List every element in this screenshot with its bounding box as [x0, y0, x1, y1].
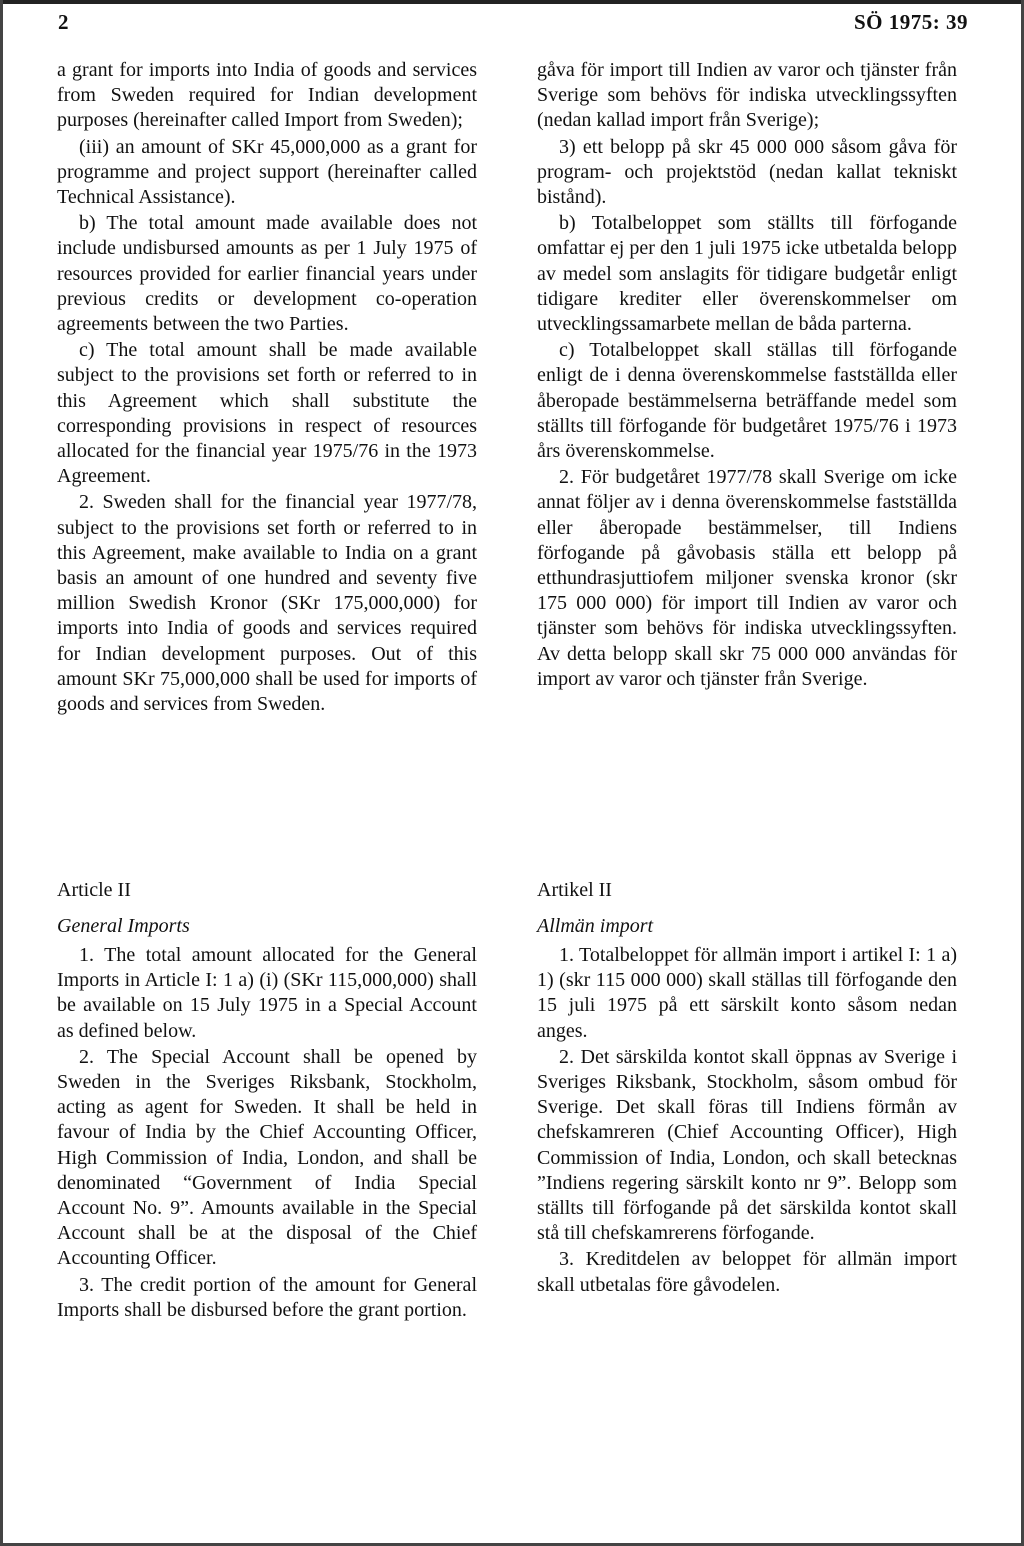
english-article-subheading: General Imports	[57, 915, 190, 937]
english-paragraph-1: a grant for imports into India of goods and services from Sweden required for Indian development purposes (hereinafter called Import from Sweden);	[57, 59, 477, 132]
swedish-paragraph-1: gåva för import till Indien av varor och tjänster från Sverige som behövs för indiska utvecklingssyften (nedan kallad import från Sverige);	[537, 59, 957, 132]
swedish-paragraph-5: 2. För budgetåret 1977/78 skall Sverige om icke annat följer av i denna överenskommelse fastställda eller åberopade bestämmelser, till Indiens förfogande på gåvobasis ställa ett belopp på etthundrasjuttiofem miljoner svenska kronor (skr 175 000 000) för import till Indien av varor och tjänster som behövs för indiska utvecklingssyften. Av detta belopp skall skr 75 000 000 användas för import av varor och tjänster från Sverige.	[537, 466, 957, 690]
english-article-paragraph-1: 1. The total amount allocated for the General Imports in Article I: 1 a) (i) (SKr 115,000,000) shall be available on 15 July 1975 in a Special Account as defined below.	[57, 944, 477, 1042]
page-border-top	[0, 0, 1024, 4]
swedish-article-paragraph-3: 3. Kreditdelen av beloppet för allmän import skall utbetalas före gåvodelen.	[537, 1248, 957, 1296]
swedish-paragraph-4: c) Totalbeloppet skall ställas till förfogande enligt de i denna överenskommelse fastställda eller åberopade bestämmelserna beträffande medel som ställts till förfogande för budgetåret 1975/76 i 1973 års överenskommelse.	[537, 339, 957, 463]
document-reference: SÖ 1975: 39	[853, 10, 968, 34]
swedish-article-heading: Artikel II	[537, 879, 612, 901]
swedish-article-subheading: Allmän import	[537, 915, 654, 937]
english-paragraph-5: 2. Sweden shall for the financial year 1977/78, subject to the provisions set forth or referred to in this Agreement, make available to India on a grant basis an amount of one hundred and seventy five million Swedish Kronor (SKr 175,000,000) for imports into India of goods and services required for Indian development purposes. Out of this amount SKr 75,000,000 shall be used for imports of goods and services from Sweden.	[57, 491, 477, 716]
swedish-paragraph-2: 3) ett belopp på skr 45 000 000 såsom gåva för program- och projektstöd (nedan kallat tekniskt bistånd).	[537, 135, 957, 209]
swedish-paragraph-3: b) Totalbeloppet som ställts till förfogande omfattar ej per den 1 juli 1975 icke utbetalda belopp av medel som anslagits för tidigare budgetår enligt tidigare krediter eller överenskommelser om utvecklingssamarbete mellan de båda parterna.	[537, 212, 957, 336]
english-article-body	[57, 943, 477, 1324]
english-column-upper	[57, 58, 477, 718]
english-article-paragraph-3: 3. The credit portion of the amount for General Imports shall be disbursed before the grant portion.	[57, 1273, 477, 1321]
page-number: 2	[58, 10, 69, 34]
swedish-column-upper	[537, 58, 957, 693]
swedish-article-paragraph-2: 2. Det särskilda kontot skall öppnas av Sverige i Sveriges Riksbank, Stockholm, såsom ombud för Sverige. Det skall föras till Indiens förmån av chefskamreren (Chief Accounting Officer), High Commission of India, London, och skall betecknas ”Indiens regering särskilt konto nr 9”. Belopp som ställts till förfogande på det särskilda kontot skall stå till chefskamrerens förfogande.	[537, 1045, 957, 1245]
english-paragraph-2: (iii) an amount of SKr 45,000,000 as a grant for programme and project support (hereinafter called Technical Assistance).	[57, 135, 477, 209]
english-paragraph-3: b) The total amount made available does not include undisbursed amounts as per 1 July 1975 of resources provided for earlier financial years under previous credits or development co-operation agreements between the two Parties.	[57, 212, 477, 336]
swedish-article-body	[537, 943, 957, 1299]
english-article-paragraph-2: 2. The Special Account shall be opened by Sweden in the Sveriges Riksbank, Stockholm, acting as agent for Sweden. It shall be held in favour of India by the Chief Accounting Officer, High Commission of India, London, and shall be denominated “Government of India Special Account No. 9”. Amounts available in the Special Account shall be at the disposal of the Chief Accounting Officer.	[57, 1045, 477, 1270]
page-border-left	[0, 0, 3, 1546]
english-article-heading: Article II	[57, 879, 131, 901]
english-paragraph-4: c) The total amount shall be made available subject to the provisions set forth or referred to in this Agreement which shall substitute the corresponding provisions in respect of resources allocated for the financial year 1975/76 in the 1973 Agreement.	[57, 339, 477, 488]
swedish-article-paragraph-1: 1. Totalbeloppet för allmän import i artikel I: 1 a) 1) (skr 115 000 000) skall ställas till förfogande den 15 juli 1975 på ett särskilt konto såsom nedan anges.	[537, 944, 957, 1042]
